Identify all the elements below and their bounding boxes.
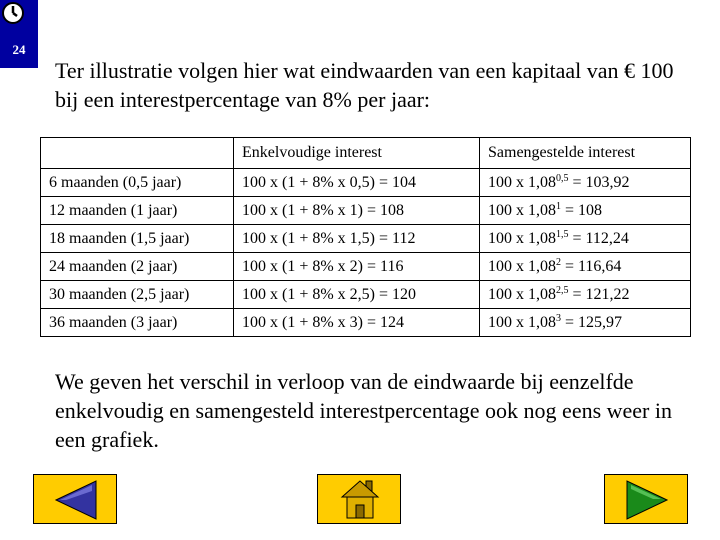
house-icon	[318, 475, 402, 525]
compound-interest-cell	[480, 169, 691, 197]
triangle-right-icon	[605, 475, 689, 525]
clock-icon	[0, 0, 28, 28]
compound-interest-cell	[480, 225, 691, 253]
compound-exponent: 1	[556, 200, 561, 212]
table-row	[41, 281, 691, 309]
interest-table	[40, 137, 691, 337]
simple-interest-cell: 100 x (1 + 8% x 2) = 116	[234, 253, 480, 281]
compound-exponent: 2,5	[556, 284, 569, 296]
table-header-row	[41, 138, 691, 169]
simple-interest-cell: 100 x (1 + 8% x 0,5) = 104	[234, 169, 480, 197]
period-cell: 18 maanden (1,5 jaar)	[41, 225, 234, 253]
compound-interest-cell	[480, 281, 691, 309]
compound-base: 100 x 1,08	[488, 257, 556, 275]
simple-interest-cell: 100 x (1 + 8% x 1) = 108	[234, 197, 480, 225]
header-simple-interest: Enkelvoudige interest	[234, 138, 480, 169]
compound-exponent: 2	[556, 256, 561, 268]
period-cell: 6 maanden (0,5 jaar)	[41, 169, 234, 197]
table-row	[41, 225, 691, 253]
period-cell: 36 maanden (3 jaar)	[41, 309, 234, 337]
table-row	[41, 197, 691, 225]
compound-exponent: 1,5	[556, 228, 569, 240]
home-button[interactable]	[317, 474, 401, 524]
compound-result: = 103,92	[568, 173, 630, 191]
period-cell: 12 maanden (1 jaar)	[41, 197, 234, 225]
table-row	[41, 253, 691, 281]
compound-base: 100 x 1,08	[488, 313, 556, 331]
slide-number: 24	[12, 42, 26, 57]
compound-base: 100 x 1,08	[488, 201, 556, 219]
slide-sidebar	[0, 0, 38, 68]
table-row	[41, 169, 691, 197]
table-row	[41, 309, 691, 337]
compound-base: 100 x 1,08	[488, 173, 556, 191]
triangle-left-icon	[34, 475, 118, 525]
compound-result: = 125,97	[561, 313, 623, 331]
intro-text: Ter illustratie volgen hier wat eindwaarden van een kapitaal van € 100 bij een interestpercentage van 8% per jaar:	[55, 58, 674, 112]
previous-slide-button[interactable]	[33, 474, 117, 524]
simple-interest-cell: 100 x (1 + 8% x 3) = 124	[234, 309, 480, 337]
compound-interest-cell	[480, 309, 691, 337]
compound-exponent: 3	[556, 312, 561, 324]
compound-result: = 112,24	[568, 229, 629, 247]
simple-interest-cell: 100 x (1 + 8% x 2,5) = 120	[234, 281, 480, 309]
header-compound-interest: Samengestelde interest	[480, 138, 691, 169]
period-cell: 30 maanden (2,5 jaar)	[41, 281, 234, 309]
compound-result: = 108	[561, 201, 603, 219]
compound-base: 100 x 1,08	[488, 285, 556, 303]
compound-interest-cell	[480, 197, 691, 225]
compound-interest-cell	[480, 253, 691, 281]
next-slide-button[interactable]	[604, 474, 688, 524]
compound-result: = 116,64	[561, 257, 622, 275]
compound-result: = 121,22	[568, 285, 630, 303]
compound-base: 100 x 1,08	[488, 229, 556, 247]
period-cell: 24 maanden (2 jaar)	[41, 253, 234, 281]
compound-exponent: 0,5	[556, 172, 569, 184]
simple-interest-cell: 100 x (1 + 8% x 1,5) = 112	[234, 225, 480, 253]
outro-text: We geven het verschil in verloop van de eindwaarde bij eenzelfde enkelvoudig en samengesteld interestpercentage ook nog eens weer in een grafiek.	[55, 369, 672, 452]
header-period	[41, 138, 234, 169]
